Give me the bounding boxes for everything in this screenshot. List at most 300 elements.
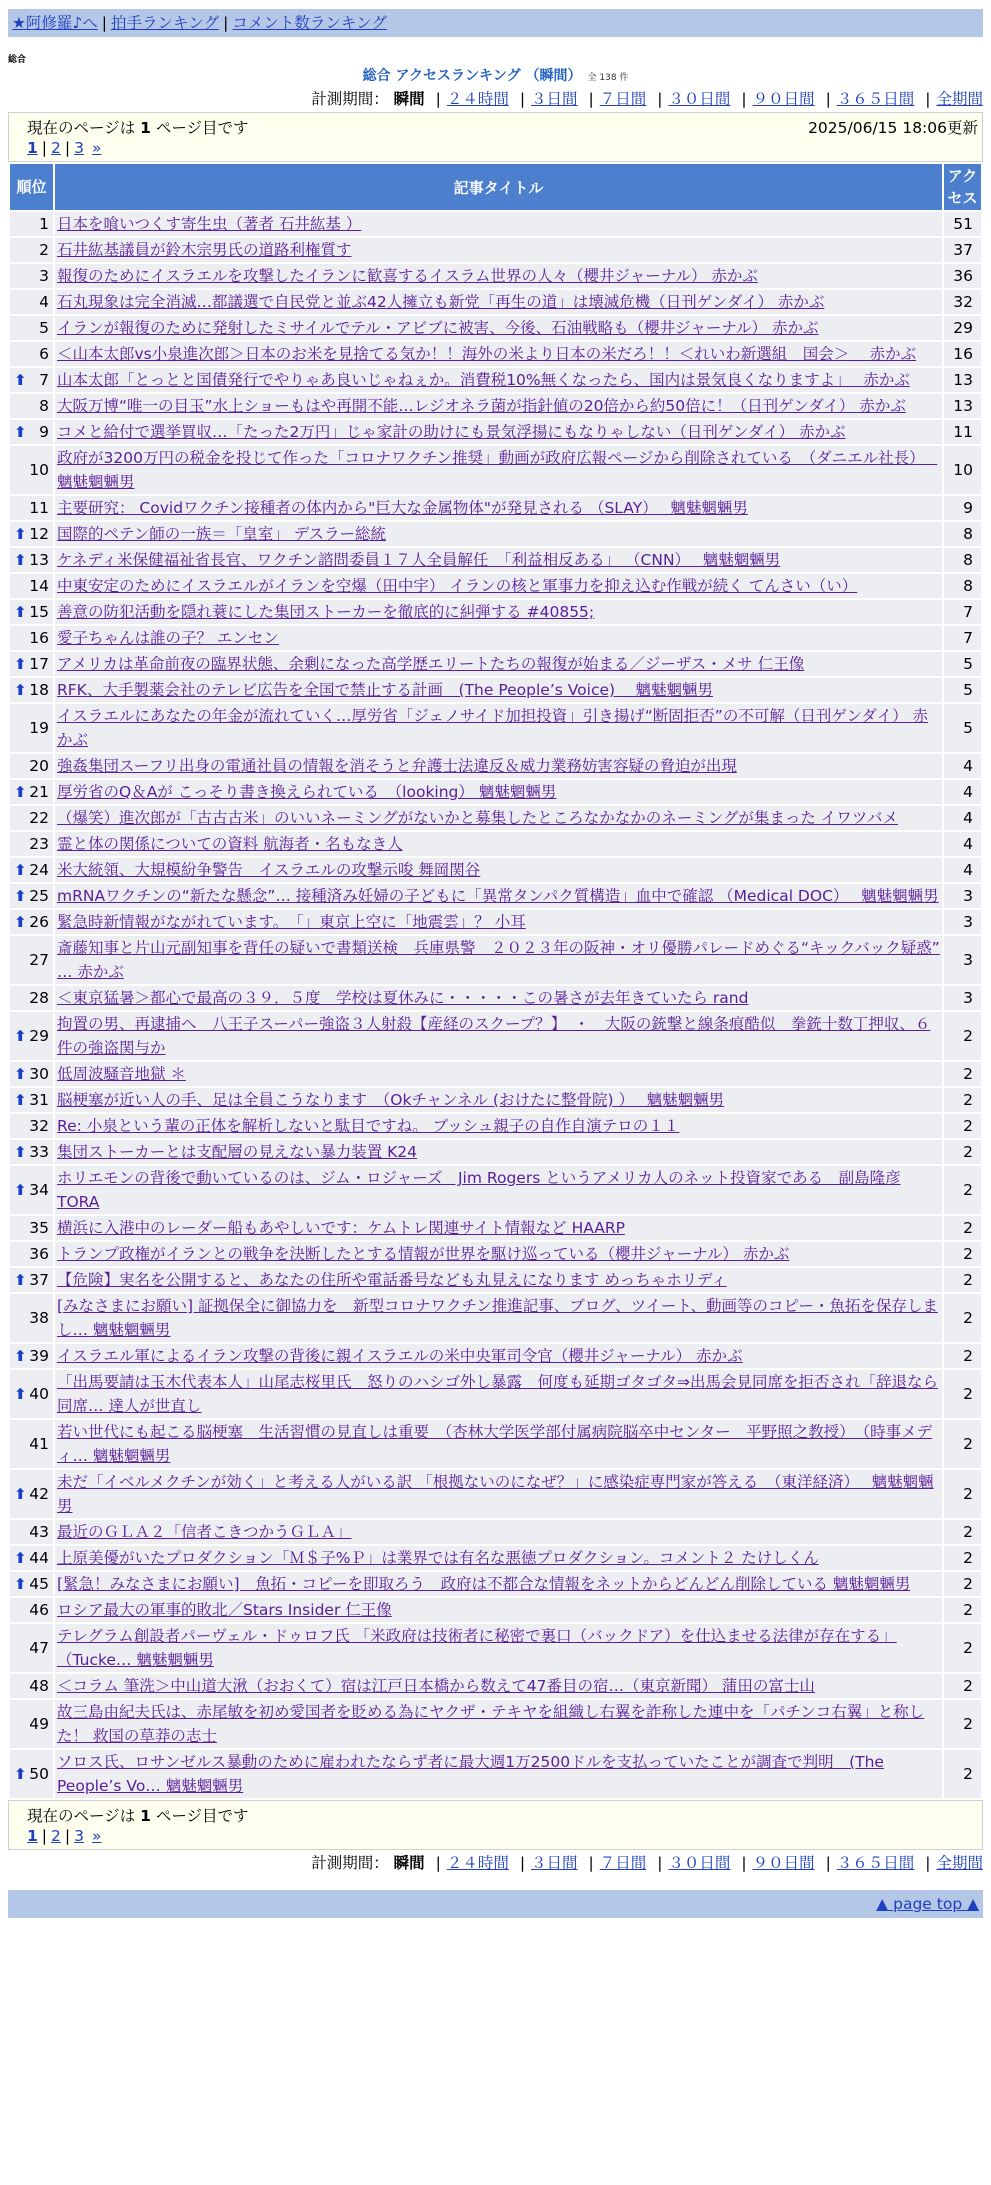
- title-cell: [55, 858, 942, 882]
- table-row: [10, 626, 981, 650]
- article-title-link[interactable]: 報復のためにイスラエルを攻撃したイランに歓喜するイスラム世界の人々（櫻井ジャーナル） 赤かぶ: [57, 267, 758, 285]
- rank-cell: [10, 884, 53, 908]
- home-link[interactable]: ★阿修羅♪へ: [12, 14, 98, 32]
- arrow-up-icon: ⬆: [14, 861, 27, 879]
- article-title-link[interactable]: 横浜に入港中のレーダー船もあやしいです：ケムトレ関連サイト情報など HAARP: [57, 1219, 625, 1237]
- arrow-up-icon: ⬆: [14, 1485, 27, 1503]
- page-title: [8, 66, 983, 86]
- rank-cell: [10, 652, 53, 676]
- article-title-link[interactable]: テレグラム創設者パーヴェル・ドゥロフ氏 「米政府は技術者に秘密で裏口（バックドア）を仕込ませる法律が存在する」（Tucke… 魑魅魍魎男: [57, 1627, 897, 1669]
- access-count: 2: [944, 1546, 981, 1570]
- table-row: [10, 678, 981, 702]
- table-row: [10, 446, 981, 494]
- page-1-link-bottom[interactable]: 1: [27, 1827, 38, 1845]
- title-cell: [55, 238, 942, 262]
- table-row: [10, 1294, 981, 1342]
- title-header: 記事タイトル: [55, 164, 942, 210]
- article-title-link[interactable]: イスラエルにあなたの年金が流れていく…厚労省「ジェノサイド加担投資」引き揚げ“断固拒否”の不可解（日刊ゲンダイ） 赤かぶ: [57, 707, 929, 749]
- period-24h-link-bottom[interactable]: ２４時間: [446, 1854, 509, 1872]
- access-count: 51: [944, 212, 981, 236]
- article-title-link[interactable]: 国際的ペテン師の一族＝「皇室」 デスラー総統: [57, 525, 387, 543]
- access-count: 32: [944, 290, 981, 314]
- article-title-link[interactable]: 石丸現象は完全消滅…都議選で自民党と並ぶ42人擁立も新党「再生の道」は壊滅危機（日刊ゲンダイ） 赤かぶ: [57, 293, 825, 311]
- article-title-link[interactable]: （爆笑）進次郎が「古古古米」のいいネーミングがないかと募集したところなかなかのネーミングが集まった イワツバメ: [57, 809, 899, 827]
- rank-cell: [10, 1674, 53, 1698]
- rank-cell: [10, 1344, 53, 1368]
- rank-number: 6: [39, 345, 49, 363]
- article-title-link[interactable]: 集団ストーカーとは支配層の見えない暴力装置 K24: [57, 1143, 418, 1161]
- title-cell: [55, 574, 942, 598]
- title-cell: [55, 394, 942, 418]
- rank-cell: [10, 678, 53, 702]
- access-count: 2: [944, 1216, 981, 1240]
- category-label: 総合: [8, 55, 27, 65]
- rank-number: 43: [29, 1523, 49, 1541]
- rank-number: 27: [29, 951, 49, 969]
- access-count: 5: [944, 652, 981, 676]
- article-title-link[interactable]: イランが報復のために発射したミサイルでテル・アビブに被害、今後、石油戦略も（櫻井ジャーナル） 赤かぶ: [57, 319, 819, 337]
- access-count: 4: [944, 780, 981, 804]
- rank-number: 31: [29, 1091, 49, 1109]
- title-cell: [55, 626, 942, 650]
- article-title-link[interactable]: 善意の防犯活動を隠れ蓑にした集団ストーカーを徹底的に糾弾する #40855;: [57, 603, 595, 621]
- rank-cell: [10, 420, 53, 444]
- rank-header: 順位: [10, 164, 53, 210]
- article-title-link[interactable]: 米大統領、大規模紛争警告 イスラエルの攻撃示唆 舞岡関谷: [57, 861, 481, 879]
- table-row: [10, 1344, 981, 1368]
- title-cell: [55, 1294, 942, 1342]
- access-count: 2: [944, 1674, 981, 1698]
- article-title-link[interactable]: mRNAワクチンの“新たな懸念”… 接種済み妊婦の子どもに「異常タンパク質構造」血中で確認 （Medical DOC） 魑魅魍魎男: [57, 887, 939, 905]
- article-title-link[interactable]: ソロス氏、ロサンゼルス暴動のために雇われたならず者に最大週1万2500ドルを支払っていたことが調査で判明 (The People’s Vo… 魑魅魍魎男: [57, 1753, 884, 1795]
- article-title-link[interactable]: ＜コラム 筆洗＞中山道大湫（おおくて）宿は江戸日本橋から数えて47番目の宿…（東京新聞） 蒲田の富士山: [57, 1677, 815, 1695]
- title-cell: [55, 884, 942, 908]
- arrow-up-icon: ⬆: [14, 1347, 27, 1365]
- article-title-link[interactable]: 低周波騒音地獄 ＊: [57, 1065, 186, 1083]
- rank-number: 50: [29, 1765, 49, 1783]
- article-title-link[interactable]: トランプ政権がイランとの戦争を決断したとする情報が世界を駆け巡っている（櫻井ジャーナル） 赤かぶ: [57, 1245, 790, 1263]
- rank-cell: [10, 806, 53, 830]
- table-row: [10, 522, 981, 546]
- page-2-link[interactable]: 2: [51, 139, 61, 157]
- article-title-link[interactable]: RFK、大手製薬会社のテレビ広告を全国で禁止する計画 (The People’s Voice) 魑魅魍魎男: [57, 681, 713, 699]
- rank-cell: [10, 1242, 53, 1266]
- arrow-up-icon: ⬆: [14, 1765, 27, 1783]
- article-title-link[interactable]: 上原美優がいたプロダクション「Ｍ＄子%Ｐ」は業界では有名な悪徳プロダクション。コメント２ たけしくん: [57, 1549, 819, 1567]
- title-cell: [55, 264, 942, 288]
- title-cell: [55, 754, 942, 778]
- rank-number: 38: [29, 1309, 49, 1327]
- title-cell: [55, 936, 942, 984]
- title-cell: [55, 1062, 942, 1086]
- footer-bar: [8, 1890, 983, 1918]
- article-title-link[interactable]: 若い世代にも起こる脳梗塞 生活習慣の見直しは重要 （杏林大学医学部付属病院脳卒中センター 平野照之教授） （時事メディ… 魑魅魍魎男: [57, 1423, 933, 1465]
- title-cell: [55, 1242, 942, 1266]
- rank-cell: [10, 936, 53, 984]
- article-title-link[interactable]: アメリカは革命前夜の臨界状態、余剰になった高学歴エリートたちの報復が始まる／ジーザス・メサ 仁王像: [57, 655, 805, 673]
- arrow-up-icon: ⬆: [14, 1575, 27, 1593]
- rank-number: 37: [29, 1271, 49, 1289]
- rank-number: 46: [29, 1601, 49, 1619]
- rank-cell: [10, 780, 53, 804]
- rank-number: 4: [39, 293, 49, 311]
- arrow-up-icon: ⬆: [14, 913, 27, 931]
- ranking-header-row: [10, 164, 981, 210]
- title-cell: [55, 1750, 942, 1798]
- title-cell: [55, 1572, 942, 1596]
- arrow-up-icon: ⬆: [14, 1385, 27, 1403]
- access-count: 16: [944, 342, 981, 366]
- article-title-link[interactable]: Re: 小泉という輩の正体を解析しないと駄目ですね。 ブッシュ親子の自作自演テロの１１: [57, 1117, 680, 1135]
- article-title-link[interactable]: 未だ「イベルメクチンが効く」と考える人がいる訳 「根拠ないのになぜ？」に感染症専門家が答える （東洋経済） 魑魅魍魎男: [57, 1473, 934, 1515]
- rank-cell: [10, 342, 53, 366]
- period-selector-bottom: 計測期間： 瞬間 | ２４時間 | ３日間 | ７日間 | ３０日間 | ９０日間 | ３６５日間 | 全期間: [311, 1854, 983, 1872]
- page-3-link-bottom[interactable]: 3: [74, 1827, 85, 1845]
- title-cell: [55, 548, 942, 572]
- access-count: 5: [944, 704, 981, 752]
- title-cell: [55, 1088, 942, 1112]
- access-count: 2: [944, 1012, 981, 1060]
- period-selector-top: 計測期間： 瞬間 | ２４時間 | ３日間 | ７日間 | ３０日間 | ９０日間 | ３６５日間 | 全期間: [311, 90, 983, 108]
- table-row: [10, 858, 981, 882]
- rank-cell: [10, 1088, 53, 1112]
- access-count: 2: [944, 1140, 981, 1164]
- access-count: 4: [944, 858, 981, 882]
- rank-number: 45: [29, 1575, 49, 1593]
- article-title-link[interactable]: 主要研究： Covidワクチン接種者の体内から"巨大な金属物体"が発見される （SLAY） 魑魅魍魎男: [57, 499, 748, 517]
- article-title-link[interactable]: 大阪万博“唯一の目玉”水上ショーもはや再開不能…レジオネラ菌が指針値の20倍から約50倍に！（日刊ゲンダイ） 赤かぶ: [57, 397, 906, 415]
- title-cell: [55, 290, 942, 314]
- current-page-text-bottom: 現在のページは 1 ページ目です: [27, 1807, 249, 1825]
- access-count: 9: [944, 496, 981, 520]
- arrow-up-icon: ⬆: [14, 551, 27, 569]
- rank-number: 2: [39, 241, 49, 259]
- rank-cell: [10, 1114, 53, 1138]
- table-row: [10, 212, 981, 236]
- rank-cell: [10, 368, 53, 392]
- article-title-link[interactable]: 山本太郎「とっとと国債発行でやりゃあ良いじゃねぇか。消費税10%無くなったら、国内は景気良くなりますよ」 赤かぶ: [57, 371, 910, 389]
- article-title-link[interactable]: 拘置の男、再逮捕へ 八王子スーパー強盗３人射殺【産経のスクープ？】 ・ 大阪の銃撃と線条痕酷似 拳銃十数丁押収、６件の強盗関与か: [57, 1015, 931, 1057]
- access-count: 2: [944, 1166, 981, 1214]
- access-count: 2: [944, 1572, 981, 1596]
- rank-cell: [10, 522, 53, 546]
- article-title-link[interactable]: 【危険】実名を公開すると、あなたの住所や電話番号なども丸見えになります めっちゃホリディ: [57, 1271, 727, 1289]
- title-cell: [55, 446, 942, 494]
- article-title-link[interactable]: 日本を喰いつくす寄生虫（著者 石井紘基 ）: [57, 215, 362, 233]
- access-count: 3: [944, 884, 981, 908]
- rank-number: 5: [39, 319, 49, 337]
- ranking-table: [8, 162, 983, 1800]
- ranking-body: [10, 212, 981, 1798]
- table-row: [10, 574, 981, 598]
- title-cell: [55, 496, 942, 520]
- table-row: [10, 1520, 981, 1544]
- table-row: [10, 806, 981, 830]
- comment-ranking-link[interactable]: コメント数ランキング: [232, 14, 387, 32]
- article-title-link[interactable]: ＜東京猛暑＞都心で最高の３９．５度 学校は夏休みに・・・・・この暑さが去年きていたら rand: [57, 989, 749, 1007]
- access-count: 2: [944, 1370, 981, 1418]
- article-title-link[interactable]: 斎藤知事と片山元副知事を背任の疑いで書類送検 兵庫県警 ２０２３年の阪神・オリ優勝パレードめぐる“キックバック疑惑” … 赤かぶ: [57, 939, 940, 981]
- title-cell: [55, 678, 942, 702]
- arrow-up-icon: ⬆: [14, 1065, 27, 1083]
- article-title-link[interactable]: 愛子ちゃんは誰の子？ エンセン: [57, 629, 279, 647]
- table-row: [10, 986, 981, 1010]
- table-row: [10, 600, 981, 624]
- article-title-link[interactable]: 最近のＧＬＡ２「信者こきつかうＧＬＡ」: [57, 1523, 352, 1541]
- table-row: [10, 1750, 981, 1798]
- rank-number: 16: [29, 629, 49, 647]
- arrow-up-icon: ⬆: [14, 1181, 27, 1199]
- rank-cell: [10, 1012, 53, 1060]
- arrow-up-icon: ⬆: [14, 655, 27, 673]
- access-count: 7: [944, 626, 981, 650]
- period-3d-link[interactable]: ３日間: [531, 90, 578, 108]
- clap-ranking-link[interactable]: 拍手ランキング: [111, 14, 220, 32]
- title-cell: [55, 1370, 942, 1418]
- title-cell: [55, 1344, 942, 1368]
- table-row: [10, 1062, 981, 1086]
- rank-number: 35: [29, 1219, 49, 1237]
- page-2-link-bottom[interactable]: 2: [51, 1827, 61, 1845]
- rank-cell: [10, 290, 53, 314]
- title-cell: [55, 1546, 942, 1570]
- period-365d-link-bottom[interactable]: ３６５日間: [836, 1854, 915, 1872]
- article-title-link[interactable]: 厚労省のQ＆Aが こっそり書き換えられている （looking） 魑魅魍魎男: [57, 783, 557, 801]
- access-count: 2: [944, 1624, 981, 1672]
- total-count: 全 138 件: [587, 73, 629, 83]
- arrow-up-icon: ⬆: [14, 371, 27, 389]
- table-row: [10, 1088, 981, 1112]
- table-row: [10, 832, 981, 856]
- rank-cell: [10, 1062, 53, 1086]
- title-cell: [55, 910, 942, 934]
- access-count: 8: [944, 574, 981, 598]
- table-row: [10, 368, 981, 392]
- rank-cell: [10, 754, 53, 778]
- rank-cell: [10, 1750, 53, 1798]
- rank-number: 12: [29, 525, 49, 543]
- access-count: 2: [944, 1062, 981, 1086]
- current-page-text: 現在のページは 1 ページ目です: [27, 119, 249, 137]
- title-cell: [55, 1114, 942, 1138]
- rank-number: 36: [29, 1245, 49, 1263]
- arrow-up-icon: ⬆: [14, 423, 27, 441]
- rank-cell: [10, 1572, 53, 1596]
- access-count: 37: [944, 238, 981, 262]
- rank-number: 44: [29, 1549, 49, 1567]
- table-row: [10, 548, 981, 572]
- title-cell: [55, 212, 942, 236]
- rank-number: 25: [29, 887, 49, 905]
- article-title-link[interactable]: 脳梗塞が近い人の手、足は全員こうなります （Okチャンネル (おけたに整骨院) ） 魑魅魍魎男: [57, 1091, 725, 1109]
- rank-cell: [10, 910, 53, 934]
- access-count: 4: [944, 832, 981, 856]
- title-cell: [55, 316, 942, 340]
- period-all-link[interactable]: 全期間: [936, 90, 983, 108]
- rank-cell: [10, 1216, 53, 1240]
- access-count: 13: [944, 394, 981, 418]
- period-7d-link[interactable]: ７日間: [599, 90, 647, 108]
- article-title-link[interactable]: ＜山本太郎vs小泉進次郎＞日本のお米を見捨てる気か！！海外の米より日本の米だろ！！＜れいわ新選組 国会＞ 赤かぶ: [57, 345, 917, 363]
- title-cell: [55, 368, 942, 392]
- rank-cell: [10, 626, 53, 650]
- period-90d-link[interactable]: ９０日間: [752, 90, 815, 108]
- table-row: [10, 1012, 981, 1060]
- article-title-link[interactable]: 「出馬要請は玉木代表本人」山尾志桜里氏 怒りのハシゴ外し暴露 何度も延期ゴタゴタ⇒出馬会見同席を拒否され「辞退なら同席… 達人が世直し: [57, 1373, 938, 1415]
- table-row: [10, 1572, 981, 1596]
- table-row: [10, 1114, 981, 1138]
- access-count: 2: [944, 1470, 981, 1518]
- arrow-up-icon: ⬆: [14, 1091, 27, 1109]
- arrow-up-icon: ⬆: [14, 887, 27, 905]
- rank-cell: [10, 1546, 53, 1570]
- rank-number: 14: [29, 577, 49, 595]
- title-cell: [55, 1674, 942, 1698]
- title-cell: [55, 1598, 942, 1622]
- access-count: 36: [944, 264, 981, 288]
- rank-number: 7: [39, 371, 49, 389]
- title-cell: [55, 1420, 942, 1468]
- access-count: 2: [944, 1598, 981, 1622]
- access-count: 3: [944, 910, 981, 934]
- rank-number: 22: [29, 809, 49, 827]
- period-30d-link-bottom[interactable]: ３０日間: [668, 1854, 731, 1872]
- article-title-link[interactable]: ロシア最大の軍事的敗北／Stars Insider 仁王像: [57, 1601, 392, 1619]
- table-row: [10, 884, 981, 908]
- updated-timestamp: 2025/06/15 18:06更新: [808, 119, 978, 137]
- article-title-link[interactable]: 故三島由紀夫氏は、赤尾敏を初め愛国者を貶める為にヤクザ・テキヤを組織し右翼を詐称した連中を「パチンコ右翼」と称した！ 救国の草莽の志士: [57, 1703, 925, 1745]
- article-title-link[interactable]: 石井紘基議員が鈴木宗男氏の道路利権質す: [57, 241, 352, 259]
- article-title-link[interactable]: 強姦集団スーフリ出身の電通社員の情報を消そうと弁護士法違反＆威力業務妨害容疑の脅迫が出現: [57, 757, 737, 775]
- table-row: [10, 936, 981, 984]
- page-1-link[interactable]: 1: [27, 139, 38, 157]
- access-count: 3: [944, 936, 981, 984]
- period-all-link-bottom[interactable]: 全期間: [936, 1854, 983, 1872]
- access-count: 2: [944, 1420, 981, 1468]
- access-count: 2: [944, 1088, 981, 1112]
- title-cell: [55, 1624, 942, 1672]
- table-row: [10, 394, 981, 418]
- table-row: [10, 496, 981, 520]
- article-title-link[interactable]: イスラエル軍によるイラン攻撃の背後に親イスラエルの米中央軍司令官（櫻井ジャーナル） 赤かぶ: [57, 1347, 743, 1365]
- page-links: 1 | 2 | 3 »: [27, 139, 102, 157]
- next-page-link[interactable]: »: [92, 139, 102, 157]
- article-title-link[interactable]: [緊急！みなさまにお願い] 魚拓・コピーを即取ろう 政府は不都合な情報をネットからどんどん削除している 魑魅魍魎男: [57, 1575, 911, 1593]
- table-row: [10, 1140, 981, 1164]
- arrow-up-icon: ⬆: [14, 681, 27, 699]
- period-24h-link[interactable]: ２４時間: [446, 90, 509, 108]
- rank-cell: [10, 1268, 53, 1292]
- table-row: [10, 1370, 981, 1418]
- arrow-up-icon: ⬆: [14, 1271, 27, 1289]
- table-row: [10, 238, 981, 262]
- rank-cell: [10, 238, 53, 262]
- table-row: [10, 1546, 981, 1570]
- table-row: [10, 1598, 981, 1622]
- arrow-up-icon: ⬆: [14, 603, 27, 621]
- article-title-link[interactable]: [みなさまにお願い] 証拠保全に御協力を 新型コロナワクチン推進記事、ブログ、ツイート、動画等のコピー・魚拓を保存しまし… 魑魅魍魎男: [57, 1297, 938, 1339]
- table-row: [10, 1700, 981, 1748]
- article-title-link[interactable]: 中東安定のためにイスラエルがイランを空爆（田中宇） イランの核と軍事力を抑え込む作戦が続く てんさい（い）: [57, 577, 858, 595]
- rank-number: 8: [39, 397, 49, 415]
- table-row: [10, 1216, 981, 1240]
- access-count: 2: [944, 1750, 981, 1798]
- article-title-link[interactable]: ホリエモンの背後で動いているのは、ジム・ロジャーズ Jim Rogers というアメリカ人のネット投資家である 副島隆彦 TORA: [57, 1169, 901, 1211]
- title-cell: [55, 704, 942, 752]
- period-7d-link-bottom[interactable]: ７日間: [599, 1854, 647, 1872]
- rank-cell: [10, 1520, 53, 1544]
- rank-cell: [10, 600, 53, 624]
- article-title-link[interactable]: 緊急時新情報がながれています。 「」東京上空に「地震雲」？ 小耳: [57, 913, 526, 931]
- page-3-link[interactable]: 3: [74, 139, 85, 157]
- rank-number: 15: [29, 603, 49, 621]
- rank-number: 9: [39, 423, 49, 441]
- title-cell: [55, 652, 942, 676]
- page-links-bottom: 1 | 2 | 3 »: [27, 1827, 102, 1845]
- period-30d-link[interactable]: ３０日間: [668, 90, 731, 108]
- table-row: [10, 704, 981, 752]
- access-count: 2: [944, 1294, 981, 1342]
- access-count: 3: [944, 986, 981, 1010]
- rank-number: 10: [29, 461, 49, 479]
- rank-number: 34: [29, 1181, 49, 1199]
- page-top-link[interactable]: ▲ page top ▲: [876, 1895, 979, 1913]
- title-cell: [55, 1268, 942, 1292]
- access-count: 2: [944, 1344, 981, 1368]
- article-title-link[interactable]: 霊と体の関係についての資料 航海者・名もなき人: [57, 835, 403, 853]
- table-row: [10, 1624, 981, 1672]
- title-cell: [55, 806, 942, 830]
- table-row: [10, 1470, 981, 1518]
- access-count: 2: [944, 1520, 981, 1544]
- rank-number: 13: [29, 551, 49, 569]
- period-3d-link-bottom[interactable]: ３日間: [531, 1854, 578, 1872]
- article-title-link[interactable]: ケネディ米保健福祉省長官、ワクチン諮問委員１７人全員解任 「利益相反ある」 （CNN） 魑魅魍魎男: [57, 551, 781, 569]
- period-90d-link-bottom[interactable]: ９０日間: [752, 1854, 815, 1872]
- title-cell: [55, 1166, 942, 1214]
- page: [8, 9, 983, 1918]
- page-title-text: 総合 アクセスランキング （瞬間）: [362, 68, 582, 84]
- title-cell: [55, 832, 942, 856]
- article-title-link[interactable]: 政府が3200万円の税金を投じて作った「コロナワクチン推奨」動画が政府広報ページから削除されている （ダニエル社長） 魑魅魍魎男: [57, 449, 938, 491]
- next-page-link-bottom[interactable]: »: [92, 1827, 102, 1845]
- rank-number: 42: [29, 1485, 49, 1503]
- title-cell: [55, 986, 942, 1010]
- title-cell: [55, 420, 942, 444]
- title-cell: [55, 342, 942, 366]
- pagination-box-top: [8, 112, 983, 162]
- article-title-link[interactable]: コメと給付で選挙買収…「たった2万円」じゃ家計の助けにも景気浮揚にもなりゃしない（日刊ゲンダイ） 赤かぶ: [57, 423, 846, 441]
- access-count: 8: [944, 548, 981, 572]
- rank-cell: [10, 394, 53, 418]
- rank-number: 47: [29, 1639, 49, 1657]
- rank-number: 17: [29, 655, 49, 673]
- rank-cell: [10, 316, 53, 340]
- rank-cell: [10, 986, 53, 1010]
- access-count: 2: [944, 1268, 981, 1292]
- title-cell: [55, 1700, 942, 1748]
- table-row: [10, 290, 981, 314]
- rank-cell: [10, 548, 53, 572]
- top-nav-bar: ★阿修羅♪へ | 拍手ランキング | コメント数ランキング: [8, 9, 983, 37]
- title-cell: [55, 1470, 942, 1518]
- access-count: 2: [944, 1242, 981, 1266]
- period-365d-link[interactable]: ３６５日間: [836, 90, 915, 108]
- rank-cell: [10, 1166, 53, 1214]
- table-row: [10, 264, 981, 288]
- access-count: 2: [944, 1700, 981, 1748]
- rank-cell: [10, 574, 53, 598]
